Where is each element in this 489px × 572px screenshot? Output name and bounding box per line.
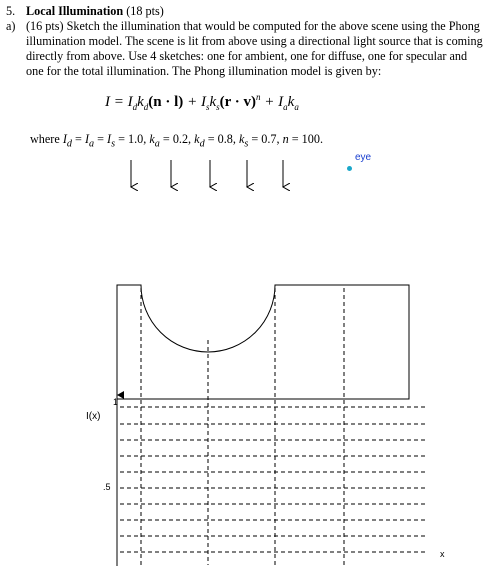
- eye-label: eye: [355, 152, 372, 163]
- scene-object: [117, 285, 409, 399]
- horizontal-grid: [120, 407, 425, 552]
- y-axis-label: I(x): [86, 411, 101, 422]
- part-label: a): [6, 19, 16, 33]
- y-tick-half: .5: [103, 482, 111, 492]
- phong-equation: $I = I_dk_d(n \cdot l) + I_sk_s(r \cdot v)^n + I_ak_a$: [105, 92, 299, 112]
- part-text: (16 pts) Sketch the illumination that would be computed for the above scene using the Phong illumination model. The scene is lit from above using a directional light source that is coming directly from above. Use 4 sketches: one for ambient, one for diffuse, one for specular and one for the total illumination. The Phong illumination model is given by:: [26, 19, 483, 78]
- problem-points: (18 pts): [126, 4, 164, 18]
- problem-number: 5.: [6, 4, 16, 18]
- y-tick-1: 1: [113, 397, 119, 407]
- problem-title: Local Illumination: [26, 4, 124, 18]
- constants-line: where $I_d = I_a = I_s = 1.0$, $k_a = 0.2$, $k_d = 0.8$, $k_s = 0.7$, n = 100.: [30, 132, 324, 150]
- light-arrows: [131, 160, 283, 187]
- vertical-guides: [141, 288, 344, 565]
- x-axis-label: x: [440, 549, 445, 559]
